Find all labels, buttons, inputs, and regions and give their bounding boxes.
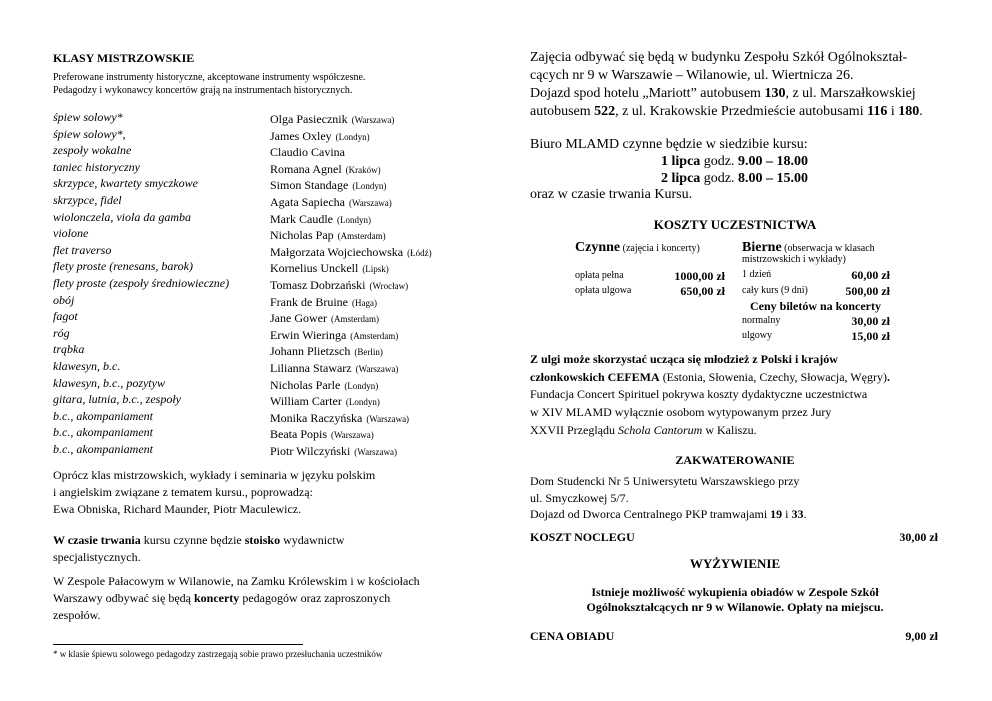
teacher-name: Romana Agnel: [270, 161, 342, 176]
class-subject: violone: [53, 226, 89, 241]
passive-title: Bierne: [742, 240, 782, 255]
bus-180: 180: [898, 104, 920, 119]
lectures-line-2: i angielskim związane z tematem kursu., poprowadzą:: [53, 485, 313, 499]
venue-line-1: Zajęcia odbywać się będą w budynku Zespołu Szkół Ogólnokształ-: [530, 50, 908, 65]
teacher-name: Piotr Wilczyński: [270, 444, 351, 458]
class-teacher: [270, 110, 394, 128]
intro-line-2: Pedagodzy i wykonawcy koncertów grają na instrumentach historycznych.: [53, 85, 353, 96]
class-teacher: [270, 259, 389, 277]
discount-countries: (Estonia, Słowenia, Czechy, Słowacja, Węgry): [659, 370, 887, 384]
lectures-line-1: Oprócz klas mistrzowskich, wykłady i seminaria w języku polskim: [53, 468, 376, 482]
teacher-name: William Carter: [270, 394, 342, 409]
teacher-name: Tomasz Dobrzański: [270, 278, 366, 292]
class-teacher: [270, 409, 409, 427]
concerts-text-a: Warszawy odbywać się będą: [53, 591, 194, 605]
teacher-city: (Warszawa): [355, 364, 399, 374]
class-teacher: [270, 243, 432, 261]
class-subject: trąbka: [53, 342, 85, 357]
class-subject: flety proste (renesans, barok): [53, 259, 193, 274]
venue-line-2: cących nr 9 w Warszawie – Wilanowie, ul. Wiertnicza 26.: [530, 68, 854, 83]
teacher-name: Lilianna Stawarz: [270, 361, 352, 375]
stand-line-2: specjalistycznych.: [53, 550, 141, 564]
venue-text-4g: .: [919, 104, 923, 119]
teacher-name: Mark Caudle: [270, 211, 333, 226]
discount-line-3: Fundacja Concert Spirituel pokrywa koszty dydaktyczne uczestnictwa: [530, 387, 868, 401]
teacher-city: (Lipsk): [362, 264, 389, 275]
teacher-name: Claudio Cavina: [270, 145, 345, 160]
discount-line-5: [530, 423, 757, 438]
food-line-2: Ogólnokształcących nr 9 w Wilanowie. Opłaty na miejscu.: [586, 600, 884, 614]
class-subject: taniec historyczny: [53, 159, 140, 174]
section-title-food: WYŻYWIENIE: [689, 556, 781, 571]
class-teacher: [270, 176, 386, 194]
teacher-city: (Warszawa): [366, 413, 410, 424]
class-teacher: [270, 193, 392, 211]
class-teacher: [270, 276, 408, 294]
course-fee-label: cały kurs (9 dni): [742, 285, 808, 296]
stand-text-2: wydawnictw: [280, 533, 345, 547]
class-subject: b.c., akompaniament: [53, 425, 153, 440]
teacher-city: (Haga): [351, 297, 377, 308]
class-teacher: [270, 210, 371, 228]
class-subject: fagot: [53, 309, 78, 324]
passive-subtitle-2: mistrzowskich i wykłady): [742, 254, 846, 265]
office-line-1: Biuro MLAMD czynne będzie w siedzibie kursu:: [530, 137, 808, 152]
bus-130: 130: [764, 86, 786, 101]
teacher-city: (Kraków): [345, 164, 381, 175]
ticket-reduced-value: 15,00 zł: [851, 329, 890, 343]
footnote: * w klasie śpiewu solowego pedagodzy zastrzegają sobie prawo przesłuchania uczestników: [53, 649, 383, 659]
teacher-city: (Londyn): [345, 397, 380, 408]
venue-text-4a: autobusem: [530, 104, 595, 119]
intro-line-1: Preferowane instrumenty historyczne, akceptowane instrumenty współczesne.: [53, 72, 366, 83]
section-title-masterclasses: KLASY MISTRZOWSKIE: [53, 51, 195, 65]
class-subject: flety proste (zespoły średniowieczne): [53, 276, 230, 290]
accom-line-2: ul. Smyczkowej 5/7.: [530, 491, 629, 505]
day-fee-label: 1 dzień: [742, 269, 772, 280]
stand-bold-2: stoisko: [244, 533, 281, 547]
venue-text-3a: Dojazd spod hotelu „Mariott” autobusem: [530, 86, 765, 101]
teacher-city: (Warszawa): [351, 115, 395, 125]
reduced-fee-value: 650,00 zł: [680, 284, 725, 298]
venue-text-4e: i: [887, 104, 899, 119]
office-godz-1: godz.: [700, 154, 738, 169]
class-subject: skrzypce, fidel: [53, 193, 122, 207]
class-subject: b.c., akompaniament: [53, 442, 153, 456]
lunch-price-value: 9,00 zł: [905, 629, 938, 643]
discount-period: .: [886, 370, 890, 384]
discount-members: członkowskich CEFEMA: [530, 370, 660, 384]
office-date-2: 2 lipca: [661, 171, 701, 186]
class-teacher: [270, 392, 380, 410]
teacher-city: (Berlin): [354, 347, 383, 358]
night-cost-label: KOSZT NOCLEGU: [530, 530, 635, 544]
teacher-city: (Warszawa): [354, 447, 398, 457]
section-title-costs: KOSZTY UCZESTNICTWA: [653, 217, 817, 232]
office-line-2: [661, 154, 808, 170]
schola-cantorum: Schola Cantorum: [617, 423, 703, 437]
full-fee-value: 1000,00 zł: [674, 269, 725, 283]
lunch-price-label: CENA OBIADU: [530, 629, 615, 643]
footnote-rule: [53, 644, 303, 645]
class-teacher: [270, 376, 378, 394]
day-fee-value: 60,00 zł: [851, 268, 890, 282]
class-subject: b.c., akompaniament: [53, 408, 153, 423]
teacher-city: (Łódź): [407, 247, 432, 258]
teacher-name: Johann Plietzsch: [270, 344, 351, 359]
accom-line-3: [530, 507, 807, 522]
food-line-1: Istnieje możliwość wykupienia obiadów w Zespole Szkół: [591, 585, 879, 599]
teacher-city: (Warszawa): [348, 198, 392, 208]
accom-text-3c: i: [782, 507, 792, 521]
teacher-city: (Warszawa): [331, 430, 374, 441]
class-subject: wiolonczela, viola da gamba: [53, 209, 191, 224]
full-fee-label: opłata pełna: [575, 270, 624, 281]
section-title-accommodation: ZAKWATEROWANIE: [675, 453, 795, 467]
venue-line-3: [530, 86, 916, 102]
class-teacher: [270, 143, 345, 161]
teacher-name: Nicholas Pap: [270, 228, 334, 243]
discount-text-5c: w Kaliszu.: [702, 423, 757, 437]
night-cost-value: 30,00 zł: [899, 530, 938, 544]
class-subject: róg: [53, 325, 70, 340]
concerts-line-1: W Zespole Pałacowym w Wilanowie, na Zamku Królewskim i w kościołach: [53, 574, 420, 588]
teacher-city: (Londyn): [352, 181, 387, 192]
accom-text-3e: .: [803, 507, 807, 521]
discount-line-4: w XIV MLAMD wyłącznie osobom wytypowanym przez Jury: [530, 405, 832, 419]
tram-19: 19: [770, 507, 783, 521]
active-header: [575, 238, 700, 256]
class-teacher: [270, 293, 377, 311]
class-subject: klawesyn, b.c., pozytyw: [53, 375, 165, 390]
office-line-4: oraz w czasie trwania Kursu.: [530, 187, 693, 202]
class-teacher: [270, 442, 397, 460]
class-subject: klawesyn, b.c.: [53, 359, 121, 373]
office-line-3: [661, 171, 808, 187]
passive-subtitle-1: (obserwacja w klasach: [781, 243, 875, 254]
class-teacher: [270, 160, 381, 178]
class-teacher: [270, 309, 379, 327]
venue-text-4c: , z ul. Krakowskie Przedmieście autobusami: [615, 104, 868, 119]
teacher-name: Beata Popis: [270, 427, 327, 442]
class-subject: śpiew solowy*: [53, 110, 123, 124]
accom-text-3a: Dojazd od Dworca Centralnego PKP tramwajami: [530, 507, 771, 521]
class-teacher: [270, 226, 386, 244]
active-subtitle: (zajęcia i koncerty): [620, 243, 700, 254]
teacher-city: (Amsterdam): [337, 231, 386, 242]
tram-33: 33: [791, 507, 804, 521]
teacher-name: Jane Gower: [270, 311, 327, 326]
teacher-name: Małgorzata Wojciechowska: [270, 244, 404, 259]
class-teacher: [270, 342, 383, 360]
class-subject: flet traverso: [53, 242, 112, 257]
teacher-name: Simon Standage: [270, 178, 349, 193]
stand-bold-1: W czasie trwania: [53, 533, 141, 547]
class-subject: skrzypce, kwartety smyczkowe: [53, 176, 198, 191]
teacher-city: (Amsterdam): [350, 330, 399, 341]
teacher-name: Erwin Wieringa: [270, 327, 347, 342]
discount-line-1: Z ulgi może skorzystać ucząca się młodzież z Polski i krajów: [530, 352, 838, 366]
teacher-name: Nicholas Parle: [270, 377, 341, 392]
office-hours-2: 8.00 – 15.00: [738, 171, 808, 186]
discount-line-2: [530, 370, 890, 385]
office-date-1: 1 lipca: [661, 154, 701, 169]
lectures-line-3: Ewa Obniska, Richard Maunder, Piotr Maculewicz.: [53, 502, 302, 516]
concerts-line-2: [53, 591, 390, 606]
teacher-city: (Londyn): [336, 214, 371, 225]
accom-line-1: Dom Studencki Nr 5 Uniwersytetu Warszawskiego przy: [530, 474, 800, 488]
active-title: Czynne: [575, 240, 621, 255]
class-teacher: [270, 425, 374, 443]
teacher-city: (Londyn): [344, 380, 379, 391]
bus-116: 116: [867, 104, 888, 119]
reduced-fee-label: opłata ulgowa: [575, 285, 632, 296]
office-godz-2: godz.: [700, 171, 738, 186]
stand-text-1: kursu czynne będzie: [140, 533, 245, 547]
class-subject: gitara, lutnia, b.c., zespoły: [53, 392, 181, 407]
class-teacher: [270, 326, 398, 344]
class-subject: obój: [53, 292, 75, 307]
ticket-normal-label: normalny: [742, 315, 781, 326]
teacher-name: Kornelius Unckell: [270, 261, 359, 276]
concerts-text-c: pedagogów oraz zaproszonych: [239, 591, 391, 605]
class-subject: zespoły wokalne: [53, 143, 132, 158]
concerts-bold: koncerty: [193, 591, 240, 605]
stand-line-1: [53, 533, 344, 548]
concerts-line-3: zespołów.: [53, 608, 101, 622]
class-subject: śpiew solowy*,: [53, 126, 126, 141]
teacher-name: James Oxley: [270, 128, 332, 143]
office-hours-1: 9.00 – 18.00: [738, 154, 808, 169]
class-teacher: [270, 359, 398, 377]
teacher-city: (Wrocław): [369, 281, 409, 291]
teacher-city: (Amsterdam): [330, 314, 379, 325]
teacher-name: Agata Sapiecha: [270, 195, 345, 209]
discount-text-5a: XXVII Przeglądu: [530, 423, 618, 437]
teacher-city: (Londyn): [335, 131, 370, 142]
class-teacher: [270, 127, 370, 145]
teacher-name: Monika Raczyńska: [270, 410, 363, 425]
bus-522: 522: [594, 104, 616, 119]
tickets-title: Ceny biletów na koncerty: [750, 299, 881, 313]
venue-line-4: [530, 104, 923, 120]
venue-text-3c: , z ul. Marszałkowskiej: [785, 86, 916, 101]
ticket-normal-value: 30,00 zł: [851, 314, 890, 328]
course-fee-value: 500,00 zł: [845, 284, 890, 298]
ticket-reduced-label: ulgowy: [742, 330, 772, 341]
teacher-name: Olga Pasiecznik: [270, 112, 348, 126]
teacher-name: Frank de Bruine: [270, 294, 348, 309]
